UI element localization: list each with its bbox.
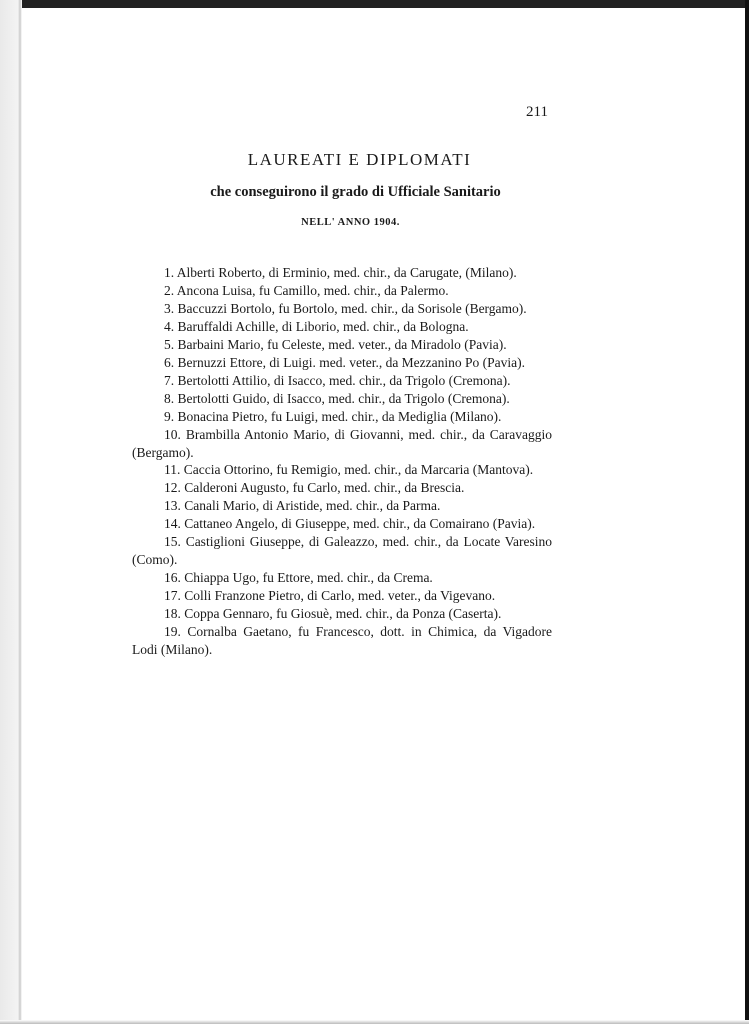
year-heading: NELL' ANNO 1904. (301, 217, 400, 228)
graduate-list (132, 264, 552, 659)
page-subtitle: che conseguirono il grado di Ufficiale Sanitario (210, 184, 501, 200)
list-item: 3. Baccuzzi Bortolo, fu Bortolo, med. chir., da Sorisole (Bergamo). (164, 300, 527, 316)
list-item: 8. Bertolotti Guido, di Isacco, med. chir., da Trigolo (Cremona). (164, 390, 510, 406)
list-item: 14. Cattaneo Angelo, di Giuseppe, med. chir., da Comairano (Pavia). (164, 516, 536, 532)
list-item: 19. Cornalba Gaetano, fu Francesco, dott. in Chimica, da Vigadore Lodi (Milano). (132, 624, 552, 658)
page-number: 211 (526, 104, 548, 120)
list-item: 7. Bertolotti Attilio, di Isacco, med. chir., da Trigolo (Cremona). (164, 372, 511, 388)
page-title: LAUREATI E DIPLOMATI (247, 150, 472, 169)
list-item: 18. Coppa Gennaro, fu Giosuè, med. chir., da Ponza (Caserta). (164, 606, 502, 622)
page-subtitle-wrap (0, 184, 749, 201)
list-item: 1. Alberti Roberto, di Erminio, med. chir., da Carugate, (Milano). (164, 265, 517, 280)
scan-bottom-border (0, 1020, 749, 1024)
list-item: 10. Brambilla Antonio Mario, di Giovanni, med. chir., da Caravaggio (Bergamo). (132, 426, 552, 460)
list-item: 13. Canali Mario, di Aristide, med. chir., da Parma. (164, 498, 441, 514)
scan-top-border (0, 0, 749, 8)
year-heading-wrap (0, 217, 749, 228)
list-item: 12. Calderoni Augusto, fu Carlo, med. chir., da Brescia. (164, 480, 465, 496)
list-item: 2. Ancona Luisa, fu Camillo, med. chir., da Palermo. (164, 282, 449, 298)
list-item: 16. Chiappa Ugo, fu Ettore, med. chir., da Crema. (164, 570, 433, 586)
list-item: 5. Barbaini Mario, fu Celeste, med. veter., da Miradolo (Pavia). (164, 336, 507, 352)
list-item: 17. Colli Franzone Pietro, di Carlo, med. veter., da Vigevano. (164, 588, 496, 604)
list-item: 9. Bonacina Pietro, fu Luigi, med. chir., da Mediglia (Milano). (164, 408, 502, 424)
page-title-wrap (0, 150, 749, 170)
list-item: 15. Castiglioni Giuseppe, di Galeazzo, med. chir., da Locate Varesino (Como). (132, 534, 552, 568)
list-item: 6. Bernuzzi Ettore, di Luigi. med. veter., da Mezzanino Po (Pavia). (164, 354, 526, 370)
list-item: 4. Baruffaldi Achille, di Liborio, med. chir., da Bologna. (164, 318, 469, 334)
list-item: 11. Caccia Ottorino, fu Remigio, med. chir., da Marcaria (Mantova). (164, 462, 534, 478)
